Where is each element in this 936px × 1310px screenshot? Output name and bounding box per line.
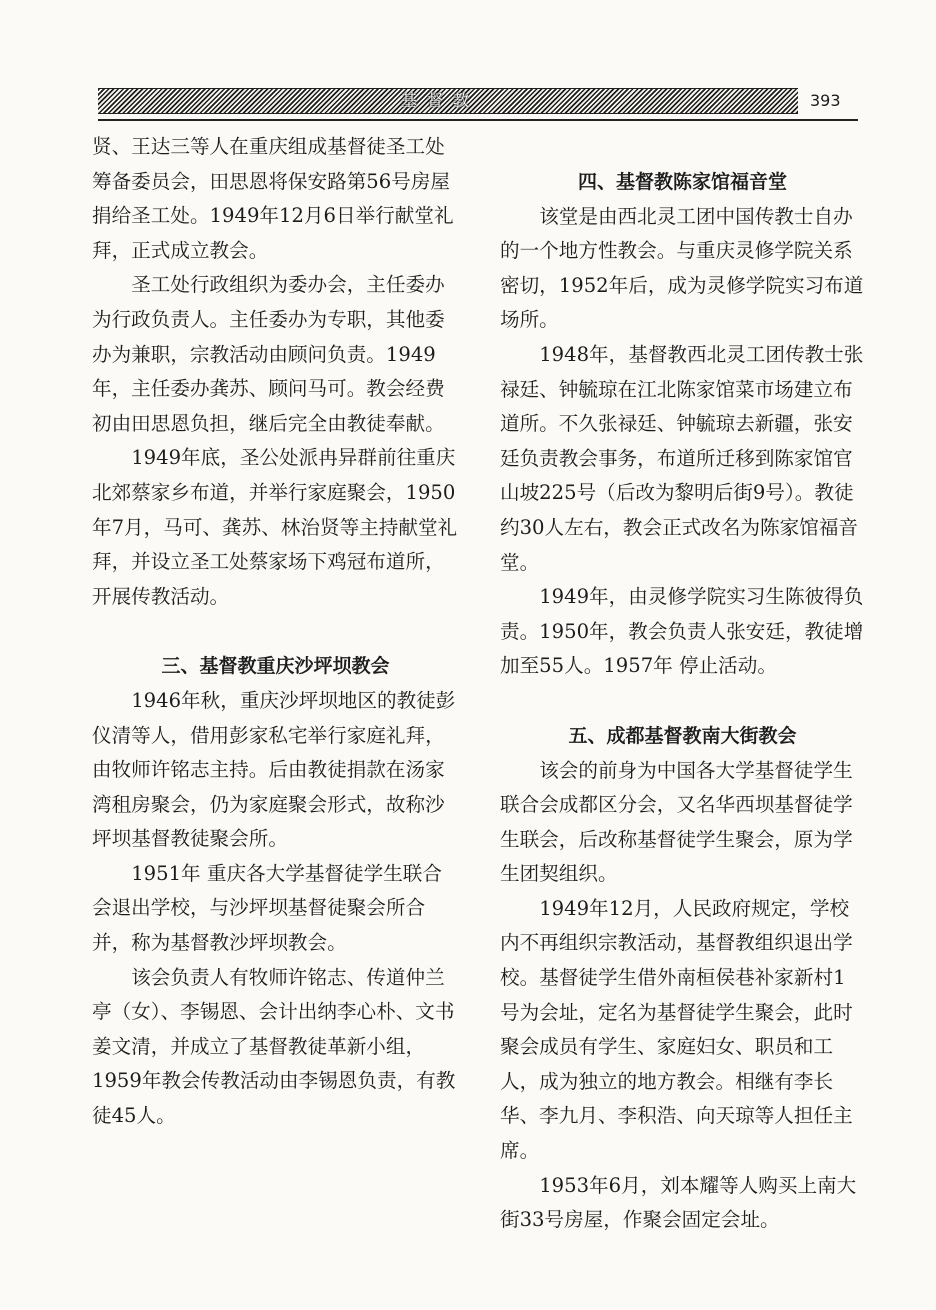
section-gap	[500, 684, 865, 719]
header-rule	[98, 119, 858, 121]
paragraph: 该堂是由西北灵工团中国传教士自办的一个地方性教会。与重庆灵修学院关系密切，1952年后，成为灵修学院实习布道场所。	[500, 204, 864, 332]
section-gap	[92, 614, 459, 649]
page-number: 393	[810, 91, 841, 110]
paragraph: 1949年，由灵修学院实习生陈彼得负责。1950年，教会负责人张安廷，教徒增加至55人。1957年 停止活动。	[500, 585, 864, 678]
section-heading: 四、基督教陈家馆福音堂	[577, 171, 787, 193]
paragraph: 圣工处行政组织为委办会，主任委办为行政负责人。主任委办为专职，其他委办为兼职，宗教活动由顾问负责。1949年，主任委办龚苏、顾问马可。教会经费初由田思恩负担，继后完全由教徒奉献。	[92, 273, 445, 435]
running-header-title: 基督教	[400, 91, 479, 110]
section-heading: 五、成都基督教南大街教会	[568, 724, 797, 747]
paragraph: 1951年 重庆各大学基督徒学生联合会退出学校，与沙坪坝基督徒聚会所合并，称为基督教沙坪坝教会。	[92, 861, 442, 955]
paragraph: 1949年12月，人民政府规定，学校内不再组织宗教活动，基督教组织退出学校。基督徒学生借外南桓侯巷补家新村1号为会址，定名为基督徒学生聚会，此时聚会成员有学生、家庭妇女、职员和工人，成为独立的地方教会。相继有李长华、李九月、李积浩、向天琼等人担任主席。	[500, 896, 853, 1163]
paragraph: 贤、王达三等人在重庆组成基督徒圣工处筹备委员会，田思恩将保安路第56号房屋捐给圣工处。1949年12月6日举行献堂礼拜，正式成立教会。	[92, 135, 454, 262]
paragraph: 1953年6月，刘本耀等人购买上南大街33号房屋，作聚会固定会址。	[500, 1173, 857, 1232]
right-column	[500, 130, 865, 1238]
paragraph: 1946年秋，重庆沙坪坝地区的教徒彭仪清等人，借用彭家私宅举行家庭礼拜，由牧师许铭志主持。后由教徒捐款在汤家湾租房聚会，仍为家庭聚会形式，故称沙坪坝基督教徒聚会所。	[92, 688, 456, 851]
section-heading: 三、基督教重庆沙坪坝教会	[161, 655, 390, 678]
left-column	[92, 130, 459, 1134]
paragraph: 该会负责人有牧师许铭志、传道仲兰亭（女）、李锡恩、会计出纳李心朴、文书姜文清，并成立了基督教徒革新小组，1959年教会传教活动由李锡恩负责，有教徒45人。	[92, 965, 456, 1128]
paragraph: 该会的前身为中国各大学基督徒学生联合会成都区分会，又名华西坝基督徒学生联会，后改称基督徒学生聚会，原为学生团契组织。	[500, 758, 853, 886]
paragraph: 1949年底，圣公处派冉异群前往重庆北郊蔡家乡布道，并举行家庭聚会，1950年7月，马可、龚苏、林治贤等主持献堂礼拜，并设立圣工处蔡家场下鸡冠布道所，开展传教活动。	[92, 446, 458, 608]
paragraph: 1948年，基督教西北灵工团传教士张禄廷、钟毓琼在江北陈家馆菜市场建立布道所。不久张禄廷、钟毓琼去新疆，张安廷负责教会事务，布道所迁移到陈家馆官山坡225号（后改为黎明后街9号）。教徒约30人左右，教会正式改名为陈家馆福音堂。	[500, 342, 864, 574]
section-gap	[500, 130, 865, 165]
